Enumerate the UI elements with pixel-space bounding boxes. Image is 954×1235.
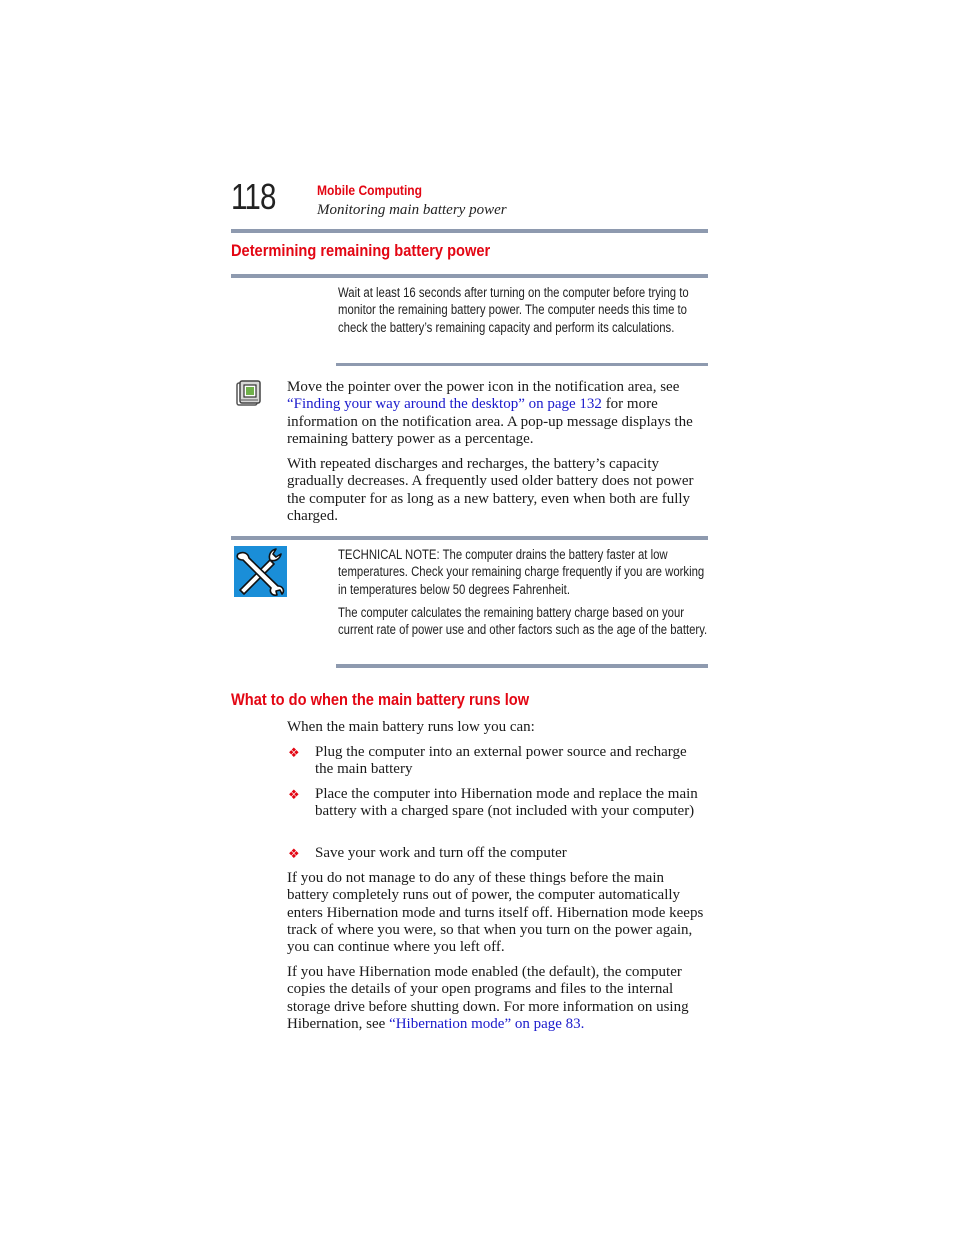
section-heading-battery-low: What to do when the main battery runs low — [231, 690, 530, 709]
link-finding-desktop[interactable]: “Finding your way around the desktop” on page 132 — [287, 396, 602, 413]
list-item — [315, 786, 708, 821]
bullet-icon: ❖ — [288, 787, 300, 802]
header-rule — [231, 229, 708, 233]
paragraph-hibernation-enabled — [287, 964, 708, 1033]
computer-note-icon — [236, 379, 262, 407]
para2-text: With repeated discharges and recharges, the battery’s capacity gradually decreases. A frequently used older battery does not power the computer for as long as a new battery, even when both are fully charged. — [287, 456, 694, 524]
tech-note-top-rule — [231, 536, 708, 540]
para-hibernation-text-before: If you have Hibernation mode enabled (the default), the computer copies the details of your open programs and files to the internal storage drive before shutting down. For more information on using Hibernation, see — [287, 964, 689, 1032]
paragraph-battery-capacity — [287, 456, 708, 525]
list-item — [315, 845, 708, 862]
note-wait-16-seconds — [338, 284, 704, 336]
para-hibernation-text-after: . — [580, 1015, 585, 1032]
note-top-rule — [231, 274, 708, 278]
link-hibernation-mode[interactable]: “Hibernation mode” on page 83 — [389, 1015, 581, 1032]
para-hibernation-auto-text: If you do not manage to do any of these things before the main battery completely runs out of power, the computer automatically enters Hibernation mode and turns itself off. Hibernation mode keeps track of where you were, so that when you turn on the power again, you can continue where you left off. — [287, 870, 704, 956]
tech-note-temperature: TECHNICAL NOTE: The computer drains the battery faster at low temperatures. Check your remaining charge frequently if you are working in temperatures below 50 degrees Fahrenheit. — [338, 547, 705, 597]
bullet-text-save-work: Save your work and turn off the computer — [315, 845, 567, 861]
paragraph-power-icon — [287, 379, 708, 448]
para1-text-before: Move the pointer over the power icon in the notification area, see — [287, 379, 680, 395]
paragraph-hibernation-auto — [287, 870, 708, 956]
bullet-icon: ❖ — [288, 745, 300, 760]
para1-text-after: for more information on the notification area. A pop-up message displays the remaining battery power as a percentage. — [287, 396, 693, 447]
bullet-text-plug-in: Plug the computer into an external power source and recharge the main battery — [315, 744, 687, 778]
section-heading-battery-power: Determining remaining battery power — [231, 241, 491, 260]
bullet-icon: ❖ — [288, 846, 300, 861]
chapter-title: Mobile Computing — [317, 182, 423, 198]
intro-text: When the main battery runs low you can: — [287, 719, 535, 735]
note-bottom-rule — [336, 363, 708, 366]
tech-note-calculation: The computer calculates the remaining battery charge based on your current rate of power use and other factors such as the age of the battery. — [338, 604, 708, 638]
bullet-text-hibernate: Place the computer into Hibernation mode and replace the main battery with a charged spare (not included with your computer) — [315, 786, 698, 820]
note-text: Wait at least 16 seconds after turning on the computer before trying to monitor the remaining battery power. The computer needs this time to check the battery’s remaining capacity and perform its calculations. — [338, 285, 689, 335]
intro-battery-low — [287, 719, 708, 736]
list-item — [315, 744, 708, 779]
technical-note-block — [338, 546, 708, 638]
section-subtitle: Monitoring main battery power — [317, 202, 507, 218]
tech-note-bottom-rule — [336, 664, 708, 668]
page-number: 118 — [231, 176, 276, 217]
wrench-tools-icon — [234, 546, 287, 597]
